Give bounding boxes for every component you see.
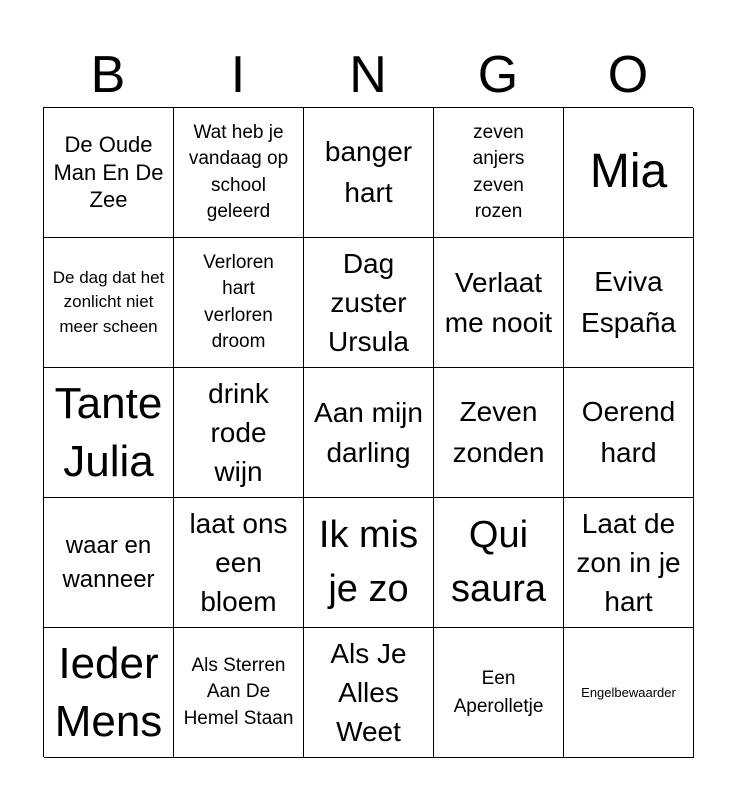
bingo-cell[interactable] — [564, 368, 694, 498]
bingo-cell[interactable] — [44, 108, 174, 238]
bingo-cell[interactable] — [434, 498, 564, 628]
cell-text: drink rode wijn — [208, 377, 269, 488]
header-letter-o: O — [607, 46, 649, 104]
bingo-cell[interactable] — [564, 498, 694, 628]
cell-text: Laat de zon in je hart — [576, 507, 681, 618]
cell-text: Ik mis je zo — [318, 514, 419, 610]
cell-text: Een Aperolletje — [453, 667, 544, 717]
bingo-cell[interactable] — [434, 628, 564, 758]
bingo-cell[interactable] — [304, 108, 434, 238]
cell-text: banger hart — [324, 135, 413, 208]
bingo-cell[interactable] — [304, 628, 434, 758]
cell-text: zeven anjers zeven rozen — [472, 122, 525, 222]
cell-text: De dag dat het zonlicht niet meer scheen — [52, 267, 165, 336]
cell-text: Mia — [589, 145, 668, 199]
bingo-cell[interactable] — [434, 368, 564, 498]
bingo-cell[interactable] — [564, 628, 694, 758]
bingo-grid — [43, 107, 693, 757]
header-letter-n: N — [349, 46, 387, 104]
cell-text: Wat heb je vandaag op school geleerd — [188, 122, 289, 222]
bingo-cell[interactable] — [304, 238, 434, 368]
cell-text: Als Sterren Aan De Hemel Staan — [183, 655, 294, 729]
cell-text: laat ons een bloem — [189, 507, 288, 618]
header-letter-i: I — [230, 46, 246, 104]
bingo-cell[interactable] — [564, 238, 694, 368]
bingo-cell[interactable] — [174, 498, 304, 628]
cell-text: De Oude Man En De Zee — [53, 131, 164, 213]
cell-text: Engelbewaarder — [581, 684, 676, 700]
cell-text: Zeven zonden — [452, 395, 545, 468]
bingo-cell[interactable] — [174, 368, 304, 498]
cell-text: waar en wanneer — [62, 531, 155, 593]
bingo-cell[interactable] — [44, 628, 174, 758]
bingo-cell[interactable] — [174, 238, 304, 368]
bingo-cell[interactable] — [174, 108, 304, 238]
cell-text: Oerend hard — [581, 395, 676, 468]
cell-text: Ieder Mens — [54, 639, 163, 746]
bingo-cell[interactable] — [304, 498, 434, 628]
bingo-cell[interactable] — [44, 498, 174, 628]
bingo-cell[interactable] — [564, 108, 694, 238]
bingo-header — [43, 40, 693, 110]
cell-text: Qui saura — [450, 514, 547, 610]
bingo-cell[interactable] — [44, 368, 174, 498]
cell-text: Als Je Alles Weet — [330, 637, 407, 748]
bingo-cell[interactable] — [434, 108, 564, 238]
cell-text: Dag zuster Ursula — [328, 247, 409, 358]
cell-text: Verloren hart verloren droom — [203, 252, 274, 352]
cell-text: Tante Julia — [54, 379, 163, 486]
bingo-cell[interactable] — [44, 238, 174, 368]
cell-text: Verlaat me nooit — [444, 267, 553, 338]
header-letter-b: B — [90, 46, 126, 104]
header-letter-g: G — [477, 46, 519, 104]
bingo-cell[interactable] — [434, 238, 564, 368]
cell-text: Eviva España — [581, 265, 676, 338]
bingo-cell[interactable] — [174, 628, 304, 758]
bingo-cell[interactable] — [304, 368, 434, 498]
cell-text: Aan mijn darling — [314, 397, 423, 468]
